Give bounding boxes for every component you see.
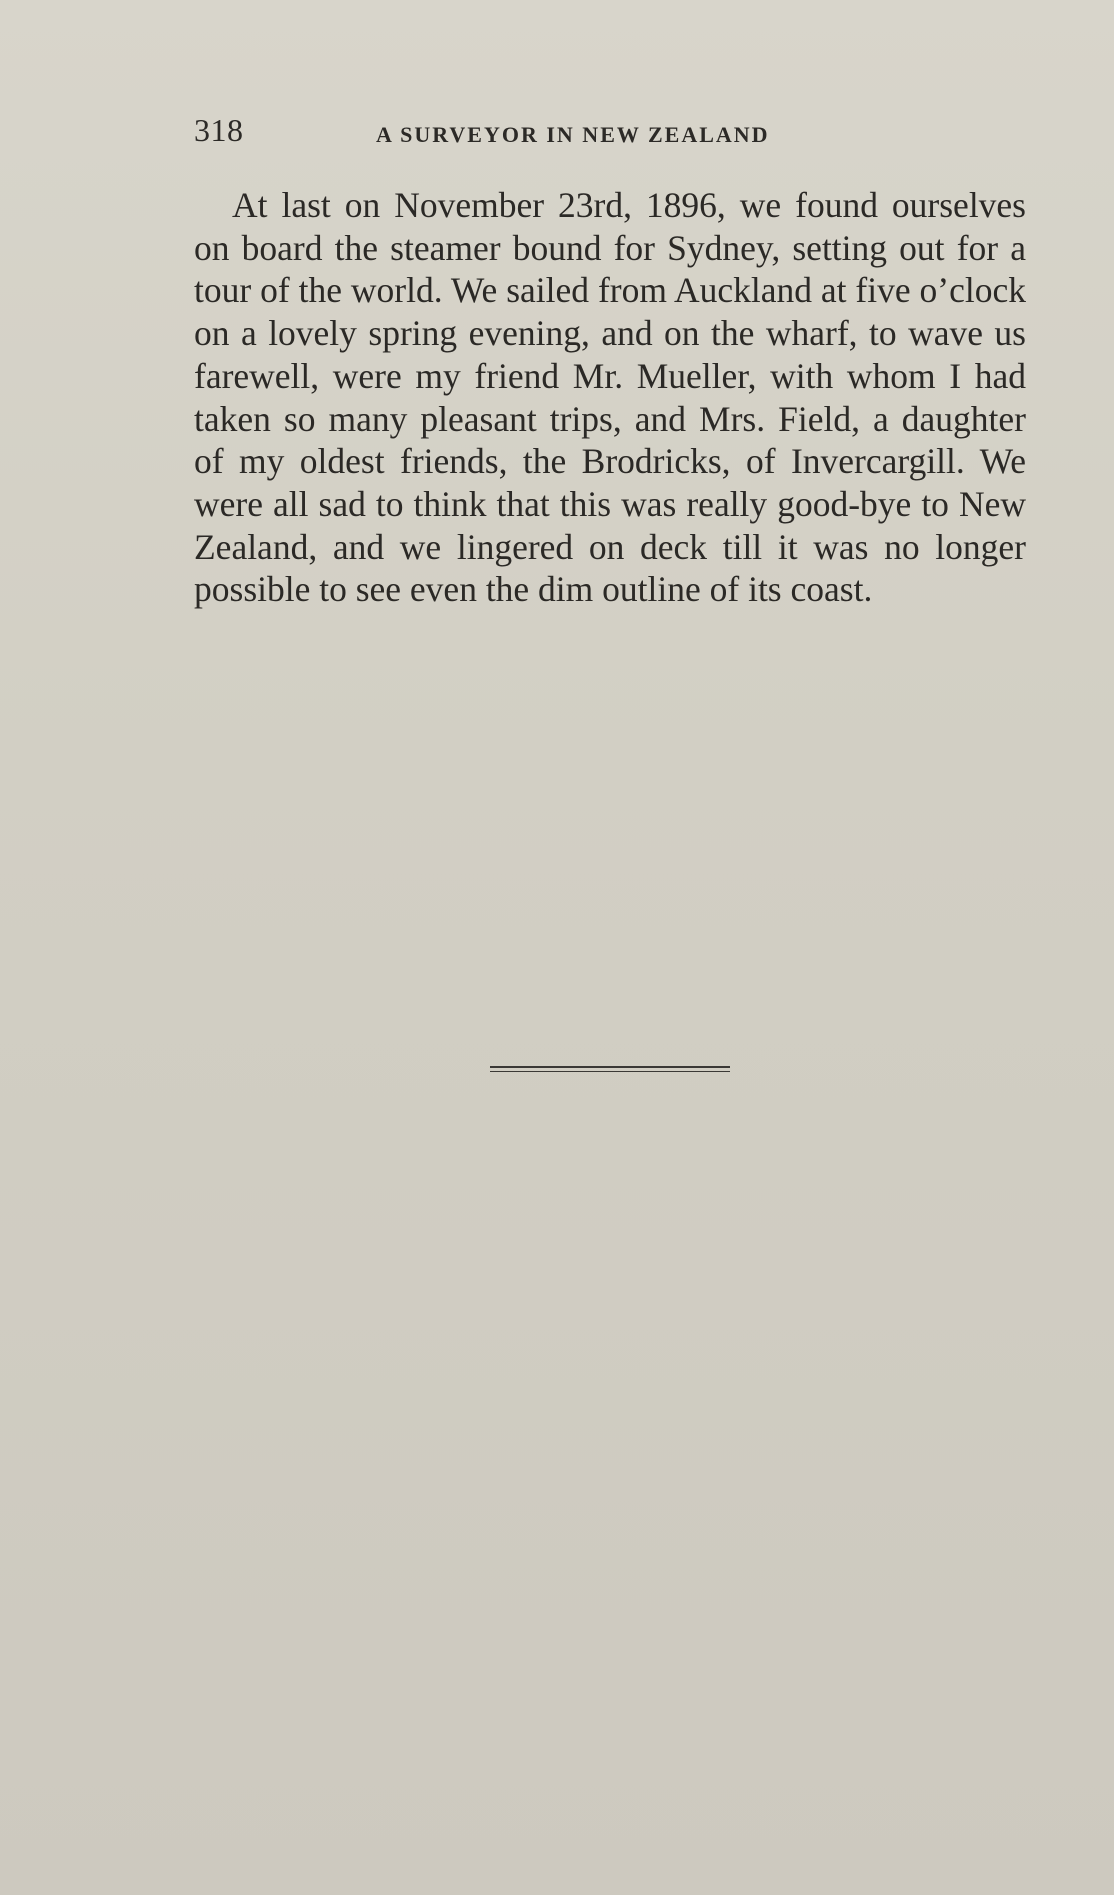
page-number: 318 (194, 112, 244, 148)
section-end-rule (490, 1066, 730, 1072)
running-head (194, 112, 1026, 152)
running-title: A SURVEYOR IN NEW ZEALAND (376, 122, 770, 147)
body-paragraph: At last on November 23rd, 1896, we found ourselves on board the steamer bound for Sydney, setting out for a tour of the world. We sailed from Auckland at five o’clock on a lovely spring evening, and on the wharf, to wave us farewell, were my friend Mr. Mueller, with whom I had taken so many pleasant trips, and Mrs. Field, a daughter of my oldest friends, the Brodricks, of Invercargill. We were all sad to think that this was really good-bye to New Zealand, and we lingered on deck till it was no longer possible to see even the dim outline of its coast. (194, 185, 1026, 610)
